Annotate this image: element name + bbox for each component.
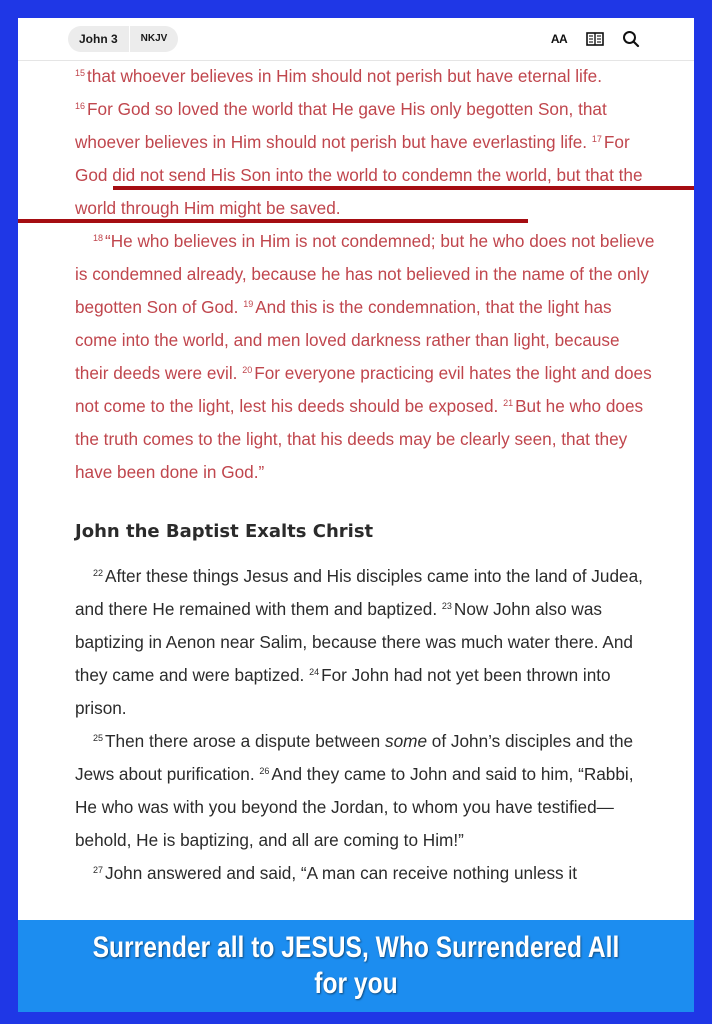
verse-number[interactable]: 19 [243,299,254,309]
verse-22[interactable]: After these things Jesus and His disciples came into the land of Judea, and there He remained with them and baptized. [75,566,643,619]
paragraph-3 [75,560,655,725]
book-icon[interactable] [584,28,606,50]
bible-reader-page [18,18,694,1006]
font-size-label: AA [550,32,568,46]
caption-banner [18,920,694,1012]
paragraph-5 [75,857,655,890]
underline-mark-1 [113,186,694,190]
chapter-button[interactable]: John 3 [79,32,118,46]
verse-number[interactable]: 18 [93,233,104,243]
verse-number[interactable]: 22 [93,568,104,578]
verse-25-part-b: of John’s disciples and the Jews about purification. [75,731,634,784]
verse-21[interactable]: But he who does the truth comes to the light, that his deeds may be clearly seen, that they have been done in God.” [75,396,644,482]
verse-17-highlighted[interactable]: For God did not send His Son into the world to condemn the world, but that the world through Him might be saved. [75,132,643,218]
verse-27[interactable]: John answered and said, “A man can receive nothing unless it [105,863,577,883]
verse-23[interactable]: Now John also was baptizing in Aenon near Salim, because there was much water there. And they came and were baptized. [75,599,633,685]
verse-number[interactable]: 24 [309,667,320,677]
verse-16[interactable]: For God so loved the world that He gave His only begotten Son, that whoever believes in Him should not perish but have everlasting life. [75,99,607,152]
chapter-text [75,60,655,890]
paragraph-4 [75,725,655,857]
verse-number[interactable]: 26 [259,766,270,776]
verse-18[interactable]: “He who believes in Him is not condemned; but he who does not believe is condemned already, because he has not believed in the name of the only begotten Son of God. [75,231,655,317]
verse-number[interactable]: 15 [75,68,86,78]
verse-number[interactable]: 25 [93,733,104,743]
red-letter-paragraph-2 [75,225,655,489]
verse-number[interactable]: 16 [75,101,86,111]
verse-25-italic: some [384,731,428,751]
verse-19[interactable]: And this is the condemnation, that the light has come into the world, and men loved darkness rather than light, because their deeds were evil. [75,297,620,383]
search-icon[interactable] [620,28,642,50]
verse-15[interactable]: that whoever believes in Him should not perish but have eternal life. [87,66,602,86]
toolbar-actions [548,28,642,50]
verse-26[interactable]: And they came to John and said to him, “Rabbi, He who was with you beyond the Jordan, to whom you have testified—behold, He is baptizing, and all are coming to Him!” [75,764,634,850]
top-toolbar [18,18,694,61]
red-letter-paragraph-1 [75,60,655,225]
banner-line-1: Surrender all to JESUS, Who Surrendered All [92,931,620,964]
chapter-version-selector[interactable] [68,26,178,52]
section-heading: John the Baptist Exalts Christ [75,521,374,542]
banner-line-2: for you [314,967,398,1000]
verse-20[interactable]: For everyone practicing evil hates the light and does not come to the light, lest his deeds should be exposed. [75,363,652,416]
version-button[interactable]: NKJV [140,33,168,44]
underline-mark-2 [18,219,528,223]
banner-text [79,930,633,1002]
verse-number[interactable]: 21 [503,398,514,408]
font-size-icon[interactable] [548,28,570,50]
verse-number[interactable]: 17 [591,134,602,144]
verse-25-part-a: Then there arose a dispute between [105,731,385,751]
verse-24[interactable]: For John had not yet been thrown into prison. [75,665,611,718]
verse-number[interactable]: 27 [93,865,104,875]
verse-number[interactable]: 20 [242,365,253,375]
verse-number[interactable]: 23 [441,601,452,611]
